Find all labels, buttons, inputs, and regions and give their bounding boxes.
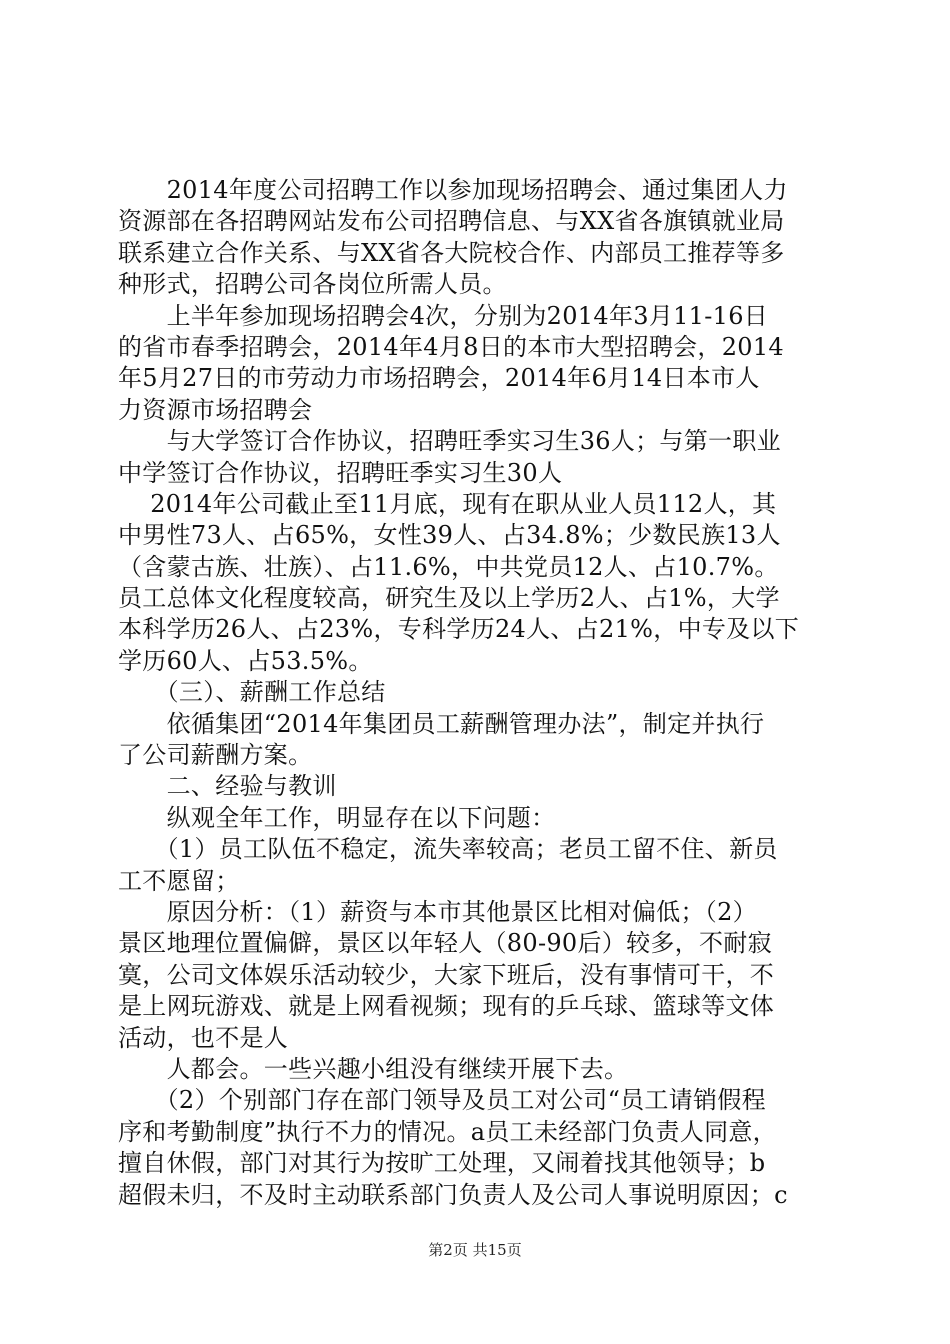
text-line: 2014年公司截止至11月底，现有在职从业人员112人，其 xyxy=(118,489,777,518)
text-line: 是上网玩游戏、就是上网看视频；现有的乒乓球、篮球等文体 xyxy=(118,992,775,1021)
text-line: 纵观全年工作，明显存在以下问题： xyxy=(118,803,556,832)
document-body xyxy=(118,175,840,1211)
text-line: 年5月27日的市劳动力市场招聘会，2014年6月14日本市人 xyxy=(118,364,760,393)
text-line: （1）员工队伍不稳定，流失率较高；老员工留不住、新员 xyxy=(118,835,778,864)
section-heading: 二、经验与教训 xyxy=(118,772,337,801)
text-line: （2）个别部门存在部门领导及员工对公司“员工请销假程 xyxy=(118,1086,766,1115)
text-line: 寞，公司文体娱乐活动较少，大家下班后，没有事情可干，不 xyxy=(118,960,775,989)
text-line: 本科学历26人、占23%，专科学历24人、占21%，中专及以下 xyxy=(118,615,800,644)
text-line: 资源部在各招聘网站发布公司招聘信息、与XX省各旗镇就业局 xyxy=(118,207,785,236)
text-line: 中学签订合作协议，招聘旺季实习生30人 xyxy=(118,458,563,487)
text-line: 的省市春季招聘会，2014年4月8日的本市大型招聘会，2014 xyxy=(118,332,784,361)
text-line: 上半年参加现场招聘会4次，分别为2014年3月11-16日 xyxy=(118,301,769,330)
text-line: 超假未归，不及时主动联系部门负责人及公司人事说明原因；c xyxy=(118,1180,788,1209)
text-line: 依循集团“2014年集团员工薪酬管理办法”，制定并执行 xyxy=(118,709,765,738)
text-line: 与大学签订合作协议，招聘旺季实习生36人；与第一职业 xyxy=(118,427,781,456)
text-line: 学历60人、占53.5%。 xyxy=(118,646,373,675)
text-line: 工不愿留； xyxy=(118,866,240,895)
text-line: 序和考勤制度”执行不力的情况。a员工未经部门负责人同意， xyxy=(118,1117,777,1146)
text-line: 中男性73人、占65%，女性39人、占34.8%；少数民族13人 xyxy=(118,521,781,550)
text-line: 原因分析：（1）薪资与本市其他景区比相对偏低；（2） xyxy=(118,897,757,926)
text-line: 种形式，招聘公司各岗位所需人员。 xyxy=(118,270,507,299)
text-line: 人都会。一些兴趣小组没有继续开展下去。 xyxy=(118,1054,629,1083)
page-number-footer: 第2页 共15页 xyxy=(428,1241,522,1259)
section-heading: （三）、薪酬工作总结 xyxy=(118,678,386,707)
text-line: 力资源市场招聘会 xyxy=(118,395,313,424)
text-line: 擅自休假，部门对其行为按旷工处理，又闹着找其他领导；b xyxy=(118,1149,766,1178)
text-line: （含蒙古族、壮族）、占11.6%，中共党员12人、占10.7%。 xyxy=(118,552,779,581)
text-line: 了公司薪酬方案。 xyxy=(118,741,313,770)
text-line: 联系建立合作关系、与XX省各大院校合作、内部员工推荐等多 xyxy=(118,238,785,267)
text-line: 活动，也不是人 xyxy=(118,1023,289,1052)
text-line: 2014年度公司招聘工作以参加现场招聘会、通过集团人力 xyxy=(118,176,788,204)
text-line: 员工总体文化程度较高，研究生及以上学历2人、占1%，大学 xyxy=(118,584,780,613)
text-line: 景区地理位置偏僻，景区以年轻人（80-90后）较多，不耐寂 xyxy=(118,929,772,958)
